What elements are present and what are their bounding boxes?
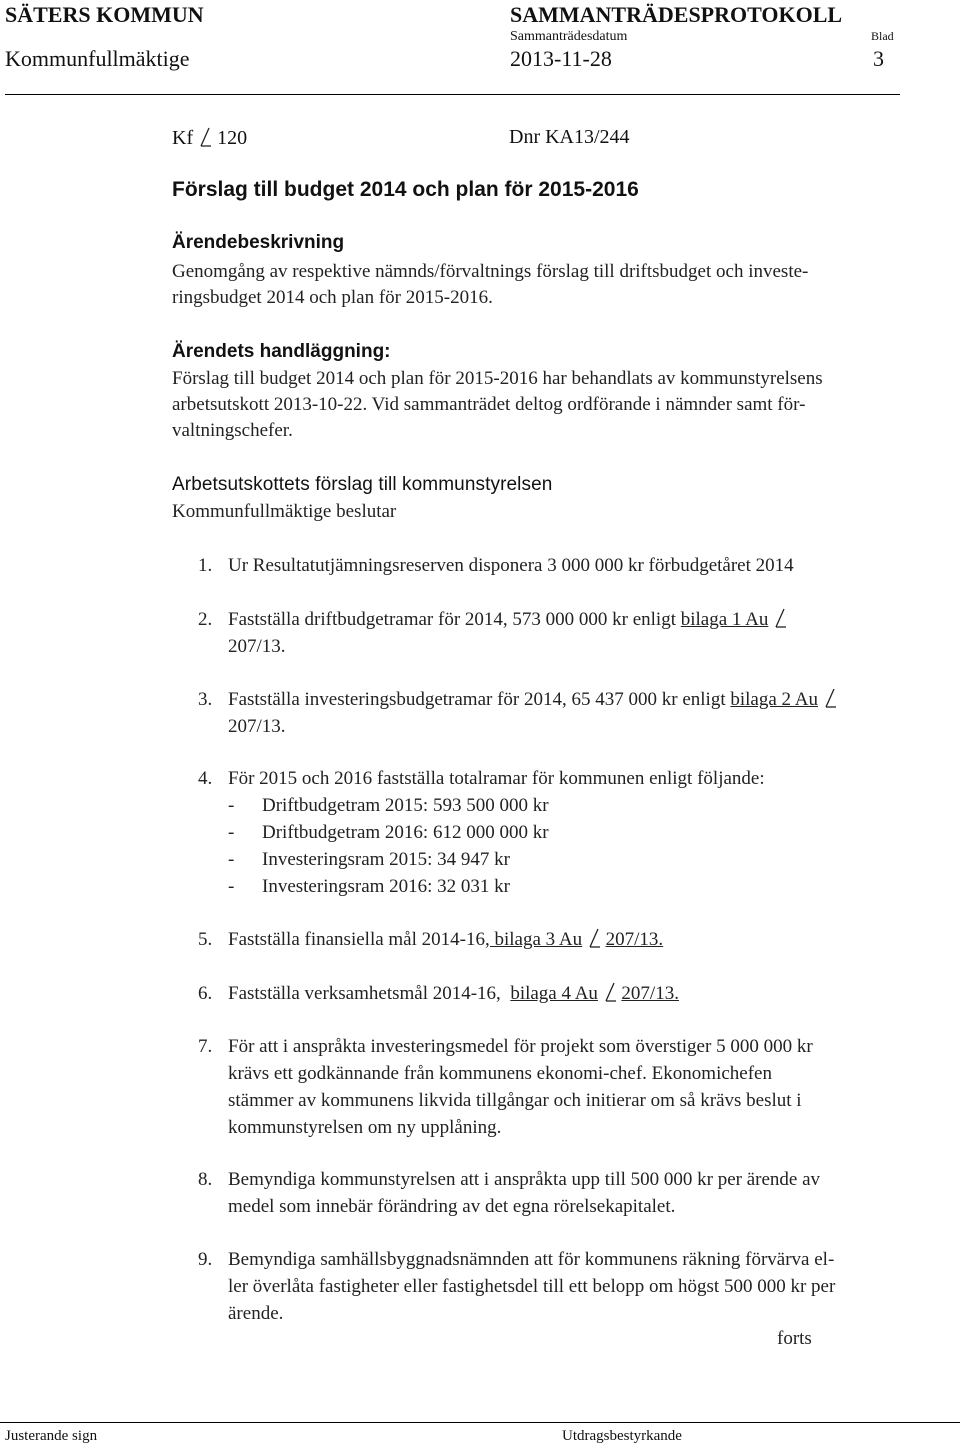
handling-line: valtningschefer. [172,420,293,441]
description-line: Genomgång av respektive nämnds/förvaltnings förslag till driftsbudget och investe- [172,261,809,282]
item-text: För 2015 och 2016 fastställa totalramar för kommunen enligt följande: [228,768,765,789]
attachment-link[interactable]: bilaga 4 Au [510,983,598,1004]
item-reference: 207/13. [605,929,664,950]
case-kf [172,126,247,150]
item-text: Fastställa driftbudgetramar för 2014, 573 000 000 kr enligt [228,609,681,630]
item-reference: 207/13. [621,983,679,1004]
description-heading: Ärendebeskrivning [172,232,345,253]
date-label: Sammanträdesdatum [510,29,628,44]
item-number: 5. [198,929,213,950]
item-line: kommunstyrelsen om ny upplåning. [228,1117,502,1138]
item-reference: 207/13. [228,636,286,657]
item-number: 8. [198,1169,213,1190]
proposal-heading: Arbetsutskottets förslag till kommunstyrelsen [172,474,553,495]
attachment-link[interactable]: bilaga 2 Au [730,689,818,710]
proposal-intro: Kommunfullmäktige beslutar [172,501,397,522]
footer-sign: Justerande sign [5,1428,98,1444]
item-text: Ur Resultatutjämningsreserven disponera 3 000 000 kr förbudgetåret 2014 [228,555,794,576]
continues-note: forts [777,1328,812,1349]
header-rule [5,94,900,95]
item-number: 7. [198,1036,213,1057]
case-title: Förslag till budget 2014 och plan för 2015-2016 [172,178,639,201]
handling-line: Förslag till budget 2014 och plan för 2015-2016 har behandlats av kommunstyrelsens [172,368,823,389]
section-slash-icon [823,687,837,709]
kf-label: Kf [172,127,194,149]
section-slash-icon [773,607,787,629]
item-line: ler överlåta fastigheter eller fastighetsdel till ett belopp om högst 500 000 kr per [228,1276,836,1297]
handling-text [172,366,960,444]
subitem: - Driftbudgetram 2015: 593 500 000 kr [228,795,549,816]
kf-number: 120 [217,127,248,149]
item-line: medel som innebär förändring av det egna rörelsekapitalet. [228,1196,676,1217]
item-line: För att i anspråkta investeringsmedel för projekt som överstiger 5 000 000 kr [228,1036,813,1057]
section-slash-icon [603,981,617,1003]
meeting-body: Kommunfullmäktige [5,46,190,71]
page-number: 3 [873,46,884,71]
item-line: stämmer av kommunens likvida tillgångar och initierar om så krävs beslut i [228,1090,802,1111]
item-number: 1. [198,555,213,576]
attachment-link[interactable]: bilaga 1 Au [680,609,769,630]
item-number: 9. [198,1249,213,1270]
description-text [172,259,960,311]
attachment-link[interactable]: , bilaga 3 Au [484,929,583,950]
item-number: 4. [198,768,213,789]
item-text: Fastställa verksamhetsmål 2014-16, [228,983,511,1004]
item-reference: 207/13. [228,716,286,737]
org-name: SÄTERS KOMMUN [5,2,204,27]
item-number: 3. [198,689,213,710]
handling-line: arbetsutskott 2013-10-22. Vid sammanträdet deltog ordförande i nämnder samt för- [172,394,806,415]
item-number: 2. [198,609,213,630]
item-number: 6. [198,983,213,1004]
handling-heading: Ärendets handläggning: [172,341,391,362]
case-dnr: Dnr KA13/244 [509,126,630,148]
section-slash-icon [587,927,601,949]
item-line: ärende. [228,1303,284,1324]
item-text: Fastställa finansiella mål 2014-16 [228,929,485,950]
document-type: SAMMANTRÄDESPROTOKOLL [510,2,843,27]
subitem: - Driftbudgetram 2016: 612 000 000 kr [228,822,549,843]
meeting-date: 2013-11-28 [510,46,612,71]
subitem: - Investeringsram 2016: 32 031 kr [228,876,511,897]
item-line: Bemyndiga kommunstyrelsen att i anspråkta upp till 500 000 kr per ärende av [228,1169,821,1190]
footer-extract: Utdragsbestyrkande [562,1428,682,1444]
subitem: - Investeringsram 2015: 34 947 kr [228,849,511,870]
item-line: Bemyndiga samhällsbyggnadsnämnden att för kommunens räkning förvärva el- [228,1249,835,1270]
item-text: Fastställa investeringsbudgetramar för 2014, 65 437 000 kr enligt [228,689,731,710]
footer-rule [0,1422,960,1423]
page-label: Blad [871,29,894,43]
section-slash-icon [198,126,212,148]
item-line: krävs ett godkännande från kommunens ekonomi-chef. Ekonomichefen [228,1063,772,1084]
description-line: ringsbudget 2014 och plan för 2015-2016. [172,287,493,308]
